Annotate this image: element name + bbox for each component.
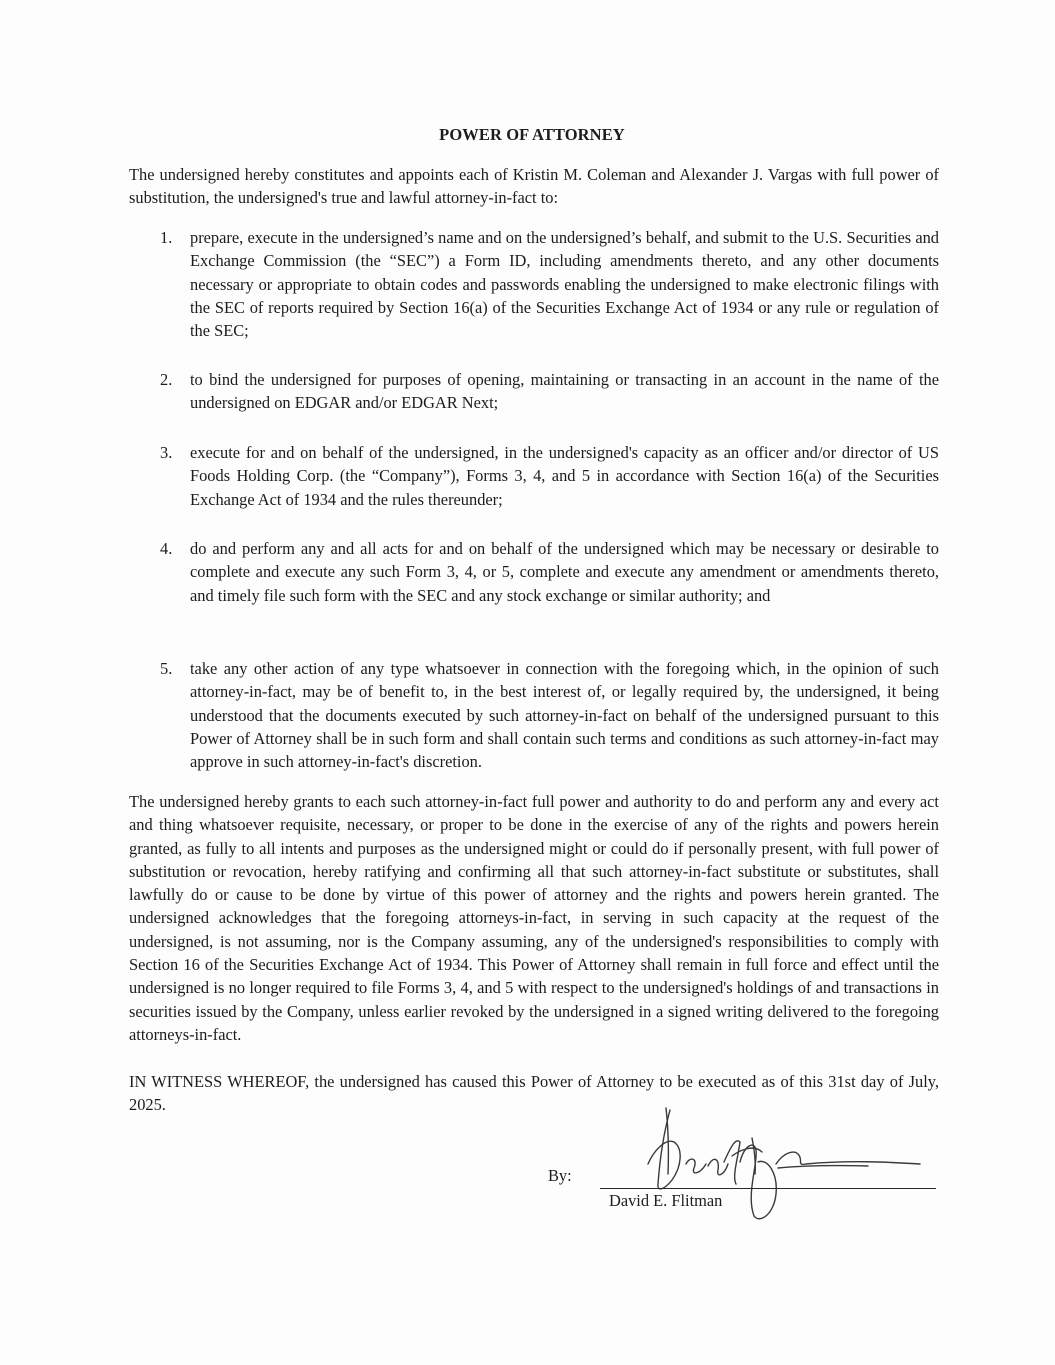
list-item-number: 1. [160, 228, 173, 247]
intro-paragraph: The undersigned hereby constitutes and appoints each of Kristin M. Coleman and Alexander J. Vargas with full power of substitution, the undersigned's true and lawful attorney-in-fact to: [129, 165, 939, 208]
list-item-text: execute for and on behalf of the undersigned, in the undersigned's capacity as an officer and/or director of US Foods Holding Corp. (the “Company”), Forms 3, 4, and 5 in accordance with Section 16(a) of the Securities Exchange Act of 1934 and the rules thereunder; [190, 443, 939, 509]
document-title: POWER OF ATTORNEY [439, 125, 625, 144]
signature-line [600, 1188, 936, 1189]
list-item-text: take any other action of any type whatsoever in connection with the foregoing which, in the opinion of such attorney-in-fact, may be of benefit to, in the best interest of, or legally required by, the undersigned, it being understood that the documents executed by such attorney-in-fact on behalf of the undersigned pursuant to this Power of Attorney shall be in such form and shall contain such terms and conditions as such attorney-in-fact may approve in such attorney-in-fact's discretion. [190, 659, 939, 772]
signer-name: David E. Flitman [609, 1191, 723, 1210]
signature-block [548, 1104, 948, 1234]
list-item-number: 2. [160, 370, 173, 389]
closing-paragraph: The undersigned hereby grants to each such attorney-in-fact full power and authority to do and perform any and every act and thing whatsoever requisite, necessary, or proper to be done in the exercise of any of the rights and powers herein granted, as fully to all intents and purposes as the undersigned might or could do if personally present, with full power of substitution or revocation, hereby ratifying and confirming all that such attorney-in-fact substitute or substitutes, shall lawfully do or cause to be done by virtue of this power of attorney and the rights and powers herein granted. The undersigned acknowledges that the foregoing attorneys-in-fact, in serving in such capacity at the request of the undersigned, is not assuming, nor is the Company assuming, any of the undersigned's responsibilities to comply with Section 16 of the Securities Exchange Act of 1934. This Power of Attorney shall remain in full force and effect until the undersigned is no longer required to file Forms 3, 4, and 5 with respect to the undersigned's holdings of and transactions in securities issued by the Company, unless earlier revoked by the undersigned in a signed writing delivered to the foregoing attorneys-in-fact. [129, 792, 939, 1044]
list-item-text: to bind the undersigned for purposes of opening, maintaining or transacting in an account in the name of the undersigned on EDGAR and/or EDGAR Next; [190, 370, 939, 413]
list-item-number: 5. [160, 659, 173, 678]
list-item-text: do and perform any and all acts for and on behalf of the undersigned which may be necessary or desirable to complete and execute any such Form 3, 4, or 5, complete and execute any amendment or amendments thereto, and timely file such form with the SEC and any stock exchange or similar authority; and [190, 539, 939, 605]
list-item-number: 4. [160, 539, 173, 558]
list-item-text: prepare, execute in the undersigned’s name and on the undersigned’s behalf, and submit to the U.S. Securities and Exchange Commission (the “SEC”) a Form ID, including amendments thereto, and any other documents necessary or appropriate to obtain codes and passwords enabling the undersigned to make electronic filings with the SEC of reports required by Section 16(a) of the Securities Exchange Act of 1934 or any rule or regulation of the SEC; [190, 228, 939, 341]
witness-paragraph: IN WITNESS WHEREOF, the undersigned has caused this Power of Attorney to be executed as of this 31st day of July, 2025. [129, 1072, 939, 1115]
by-label: By: [548, 1166, 572, 1185]
list-item-number: 3. [160, 443, 173, 462]
